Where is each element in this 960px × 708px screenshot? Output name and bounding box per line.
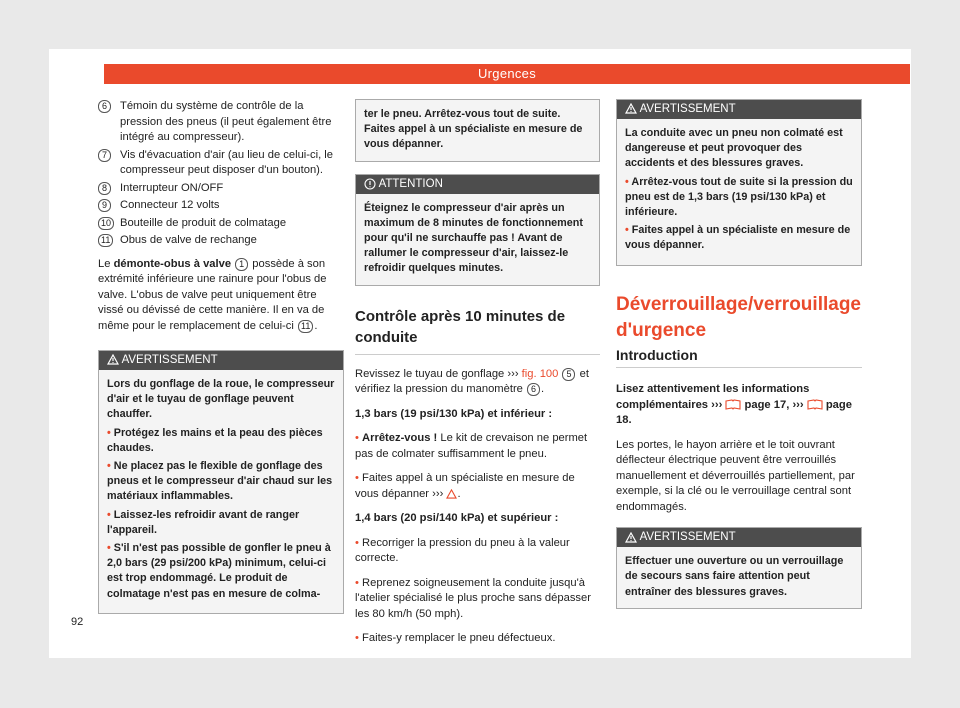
text: . [314,319,318,332]
column-3 [616,99,862,609]
warning-bullet: • S'il n'est pas possible de gonfler le pneu à 2,0 bars (29 psi/200 kPa) minimum, celui-ci est trop endommagé. Le produit de colmatage n'est pas en mesure de colma- [107,542,331,600]
arrow-glyph: ››› [792,398,804,411]
callout-number: 6 [98,100,111,113]
warning-bullet: • Ne placez pas le flexible de gonflage des pneus et le compresseur d'air chaud sur les matériaux inflammables. [107,460,333,503]
list-item [98,233,344,249]
figure-link[interactable]: fig. 100 [521,367,559,380]
warning-triangle-icon [625,103,637,114]
text: Le kit de crevaison ne permet pas de colmater suffisamment le pneu. [355,432,588,460]
callout-number: 6 [527,383,540,396]
callout-number: 11 [298,320,313,333]
callout-number: 1 [235,258,248,271]
bullet-item: • Arrêtez-vous ! Le kit de crevaison ne permet pas de colmater suffisamment le pneu. [355,432,588,460]
list-item-text: Obus de valve de rechange [120,234,257,246]
page-ref[interactable]: page 17, [744,398,790,411]
warning-bullet: • Protégez les mains et la peau des pièces chaudes. [107,426,323,454]
warning-bullet: • Faites appel à un spécialiste en mesure de vous dépanner. [625,224,851,252]
text: Arrêtez-vous ! [362,432,438,445]
bold-term: démonte-obus à valve [113,257,232,270]
arrow-glyph: ››› [507,367,519,380]
list-item [98,99,344,146]
list-item [98,181,344,197]
text: Recorriger la pression du pneu à la valeur correcte. [355,536,570,565]
warning-body: Effectuer une ouverture ou un verrouillage de secours sans faire attention peut entraîner des blessures graves. [617,547,861,608]
page-number: 92 [71,616,84,628]
warning-title: AVERTISSEMENT [121,354,218,366]
list-item-text: Bouteille de produit de colmatage [120,216,287,229]
attention-header [356,175,599,194]
text: Faites appel à un spécialiste en mesure de vous dépanner. [625,224,851,252]
attention-title: ATTENTION [378,177,443,190]
text: . [541,383,545,396]
valve-paragraph [98,257,344,335]
text: Le [98,257,114,270]
paragraph: Les portes, le hayon arrière et le toit ouvrant déflecteur électrique peuvent être verrouillés manuellement et déverrouillés partiellement, par exemple, si la clé ou le verrouillage central sont endommagés. [616,438,855,513]
list-item [98,216,344,232]
callout-number: 8 [98,182,111,195]
column-1 [98,99,344,614]
book-page-icon[interactable] [807,399,823,410]
paragraph [355,367,600,398]
arrow-glyph: ››› [432,487,444,500]
arrow-glyph: ››› [711,398,723,411]
warning-triangle-icon [107,354,119,365]
warning-header [617,100,861,119]
warning-header [617,528,861,547]
text: Laissez-les refroidir avant de ranger l'appareil. [107,508,300,536]
list-item-text: Témoin du système de contrôle de la pression des pneus (il peut également être intégré au compresseur). [120,100,332,143]
warning-header [99,351,343,370]
list-item-text: Vis d'évacuation d'air (au lieu de celui-ci, le compresseur peut disposer d'un bouton). [120,148,334,176]
page-ref[interactable]: page 18. [616,398,852,427]
manual-page [49,49,911,658]
warning-triangle-icon[interactable] [446,489,457,499]
warning-box [616,99,862,266]
callout-number: 9 [98,199,111,212]
text: 1,3 bars (19 psi/130 kPa) et inférieur : [355,407,553,420]
warning-intro: Lors du gonflage de la roue, le compresseur d'air et le tuyau de gonflage peuvent chauffer. [107,378,335,421]
intro-paragraph [616,382,862,429]
attention-body: Éteignez le compresseur d'air après un maximum de 8 minutes de fonctionnement pour qu'il ne surchauffe pas ! Avant de rallumer le compresseur d'air, laissez-le refroidir quelques minutes. [356,194,599,285]
callout-number: 10 [98,217,114,230]
subheading [355,407,600,423]
text: S'il n'est pas possible de gonfler le pneu à 2,0 bars (29 psi/200 kPa) minimum, celui-ci est trop endommagé. Le produit de colmatage n'est pas en mesure de colma- [107,542,331,600]
warning-bullet: • Laissez-les refroidir avant de ranger l'appareil. [107,508,300,536]
warning-continuation-box [355,99,600,162]
warning-box [616,527,862,609]
warning-triangle-icon [625,532,637,543]
text: Faites-y remplacer le pneu défectueux. [362,632,556,645]
chapter-title: Déverrouillage/verrouillage d'urgence [616,293,861,341]
bullet-item: • Faites appel à un spécialiste en mesure de vous dépanner ››› . [355,472,575,500]
bullet-item: • Recorriger la pression du pneu à la valeur correcte. [355,536,570,565]
text: Faites appel à un spécialiste en mesure de vous dépanner [355,472,575,500]
warning-title: AVERTISSEMENT [639,103,736,115]
warning-box [98,350,344,614]
bullet-item: • Faites-y remplacer le pneu défectueux. [355,632,556,645]
warning-body [617,119,861,265]
warning-bullet: • Arrêtez-vous tout de suite si la pression du pneu est de 1,3 bars (19 psi/130 kPa) et inférieure. [625,175,853,219]
warning-continuation-text: ter le pneu. Arrêtez-vous tout de suite. Faites appel à un spécialiste en mesure de vous dépanner. [356,100,599,161]
book-page-icon[interactable] [725,399,741,410]
section-title: Contrôle après 10 minutes de conduite [355,306,600,355]
warning-title: AVERTISSEMENT [639,531,736,544]
warning-body [99,370,343,613]
text: Ne placez pas le flexible de gonflage des pneus et le compresseur d'air chaud sur les matériaux inflammables. [107,460,333,503]
callout-number: 5 [562,368,575,381]
subsection-title: Introduction [616,348,862,369]
info-circle-icon [364,178,376,190]
text: Reprenez soigneusement la conduite jusqu'à l'atelier spécialisé le plus proche sans dépasser les 80 km/h (50 mph). [355,576,591,620]
text: Arrêtez-vous tout de suite si la pression du pneu est de 1,3 bars (19 psi/130 kPa) et inférieure. [625,175,853,219]
text: et vérifiez la pression du manomètre [355,367,589,396]
list-item-text: Connecteur 12 volts [120,199,220,211]
text: 1,4 bars (20 psi/140 kPa) et supérieur : [355,512,559,525]
subheading [355,511,600,527]
column-2 [355,99,600,656]
page-header: Urgences [104,64,910,84]
text: Protégez les mains et la peau des pièces chaudes. [107,426,323,454]
attention-box [355,174,600,286]
warning-intro: La conduite avec un pneu non colmaté est dangereuse et peut provoquer des accidents et des blessures graves. [625,127,843,170]
text: possède à son extrémité inférieure une rainure pour l'obus de valve. L'obus de valve peut uniquement être vissé ou dévissé de cette manière. Il en va de même pour le remplacement de celui-ci [98,257,327,332]
list-item-text: Interrupteur ON/OFF [120,181,224,194]
text: Lisez attentivement les informations complémentaires [616,383,810,411]
list-item [98,198,344,214]
bullet-item: • Reprenez soigneusement la conduite jusqu'à l'atelier spécialisé le plus proche sans dépasser les 80 km/h (50 mph). [355,576,591,620]
list-item [98,148,344,179]
callout-number: 7 [98,149,111,162]
callout-number: 11 [98,234,113,247]
text: Revissez le tuyau de gonflage [355,367,505,380]
